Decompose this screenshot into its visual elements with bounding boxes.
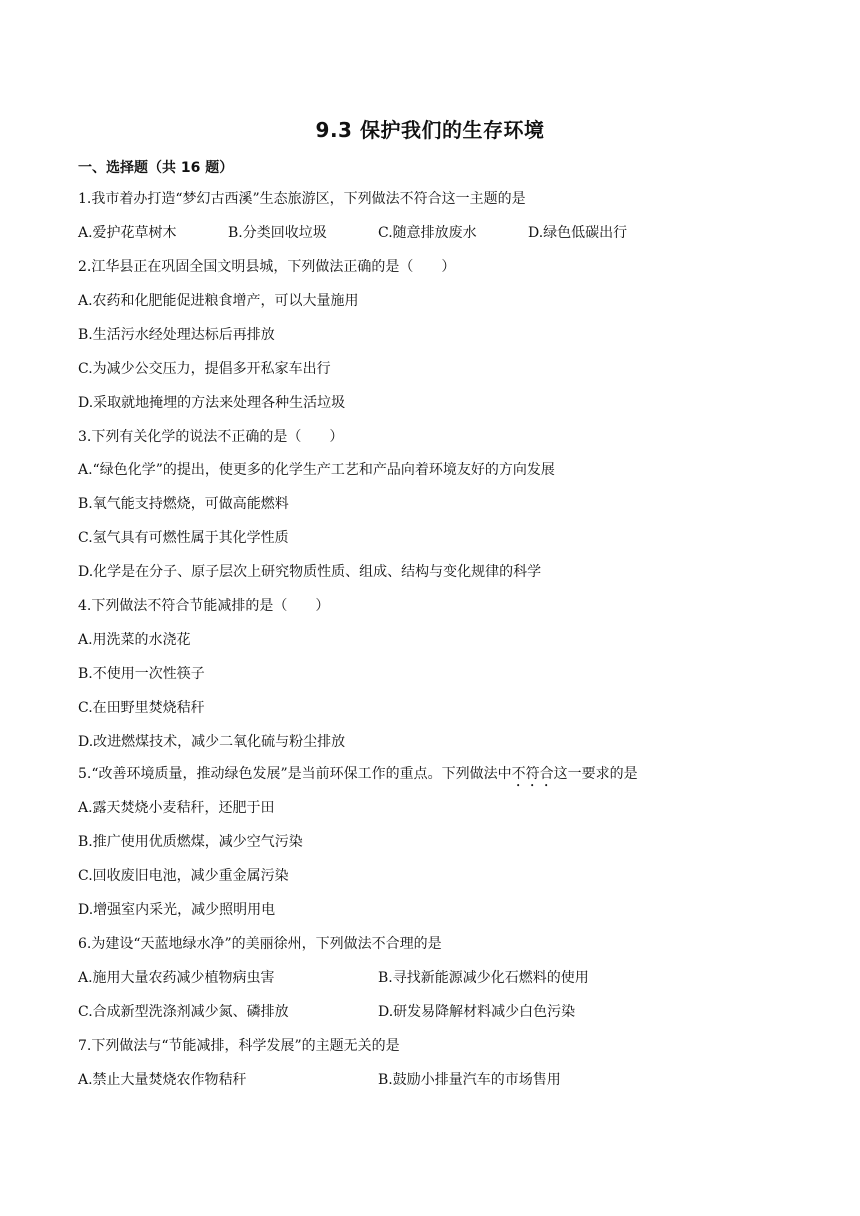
question-6-options-row-1: [78, 968, 778, 988]
page-title: 9.3 保护我们的生存环境: [315, 118, 545, 142]
question-1-options: [78, 223, 778, 243]
question-5-stem-emphasis: 不符合: [511, 766, 554, 782]
question-4-option-d: D.改进燃煤技术，减少二氧化硫与粉尘排放: [78, 734, 346, 750]
question-6-option-d: D.研发易降解材料减少白色污染: [378, 1004, 576, 1020]
question-5-stem-after: 这一要求的是: [553, 766, 638, 782]
question-3-option-b: B.氧气能支持燃烧，可做高能燃料: [78, 496, 289, 512]
question-1-option-d: D.绿色低碳出行: [528, 225, 628, 241]
question-5-option-b: B.推广使用优质燃煤，减少空气污染: [78, 834, 303, 850]
question-5-option-a: A.露天焚烧小麦秸秆，还肥于田: [78, 800, 275, 816]
question-4-option-b: B.不使用一次性筷子: [78, 666, 205, 682]
question-5-option-d: D.增强室内采光，减少照明用电: [78, 902, 276, 918]
question-1-stem: 1.我市着办打造“梦幻古西溪”生态旅游区，下列做法不符合这一主题的是: [78, 191, 526, 207]
question-6-option-a: A.施用大量农药减少植物病虫害: [78, 970, 275, 986]
question-3-option-a: A.“绿色化学”的提出，使更多的化学生产工艺和产品向着环境友好的方向发展: [78, 462, 555, 478]
question-6-option-b: B.寻找新能源减少化石燃料的使用: [378, 970, 589, 986]
question-5-option-c: C.回收废旧电池，减少重金属污染: [78, 868, 289, 884]
question-5-stem: [78, 764, 638, 790]
question-2-option-b: B.生活污水经处理达标后再排放: [78, 327, 275, 343]
question-6-option-c: C.合成新型洗涤剂减少氮、磷排放: [78, 1004, 289, 1020]
question-7-options-row-1: [78, 1070, 778, 1090]
question-2-option-c: C.为减少公交压力，提倡多开私家车出行: [78, 361, 331, 377]
question-3-option-d: D.化学是在分子、原子层次上研究物质性质、组成、结构与变化规律的科学: [78, 564, 542, 580]
question-3-option-c: C.氢气具有可燃性属于其化学性质: [78, 530, 289, 546]
question-7-option-a: A.禁止大量焚烧农作物秸秆: [78, 1072, 247, 1088]
question-4-option-c: C.在田野里焚烧秸秆: [78, 700, 205, 716]
question-1-option-b: B.分类回收垃圾: [228, 225, 327, 241]
question-2-option-a: A.农药和化肥能促进粮食增产，可以大量施用: [78, 293, 359, 309]
question-2-option-d: D.采取就地掩埋的方法来处理各种生活垃圾: [78, 395, 346, 411]
question-4-stem: 4.下列做法不符合节能减排的是（ ）: [78, 598, 330, 614]
question-1-option-c: C.随意排放废水: [378, 225, 477, 241]
question-6-options-row-2: [78, 1002, 778, 1022]
question-2-stem: 2.江华县正在巩固全国文明县城，下列做法正确的是（ ）: [78, 259, 456, 275]
question-4-option-a: A.用洗菜的水浇花: [78, 632, 191, 648]
question-7-option-b: B.鼓励小排量汽车的市场售用: [378, 1072, 561, 1088]
question-6-stem: 6.为建设“天蓝地绿水净”的美丽徐州，下列做法不合理的是: [78, 936, 442, 952]
question-1-option-a: A.爱护花草树木: [78, 225, 177, 241]
question-5-stem-before: 5.“改善环境质量，推动绿色发展”是当前环保工作的重点。下列做法中: [78, 766, 512, 782]
section-heading: 一、选择题（共 16 题）: [78, 160, 234, 176]
question-3-stem: 3.下列有关化学的说法不正确的是（ ）: [78, 429, 344, 445]
question-7-stem: 7.下列做法与“节能减排，科学发展”的主题无关的是: [78, 1038, 400, 1054]
